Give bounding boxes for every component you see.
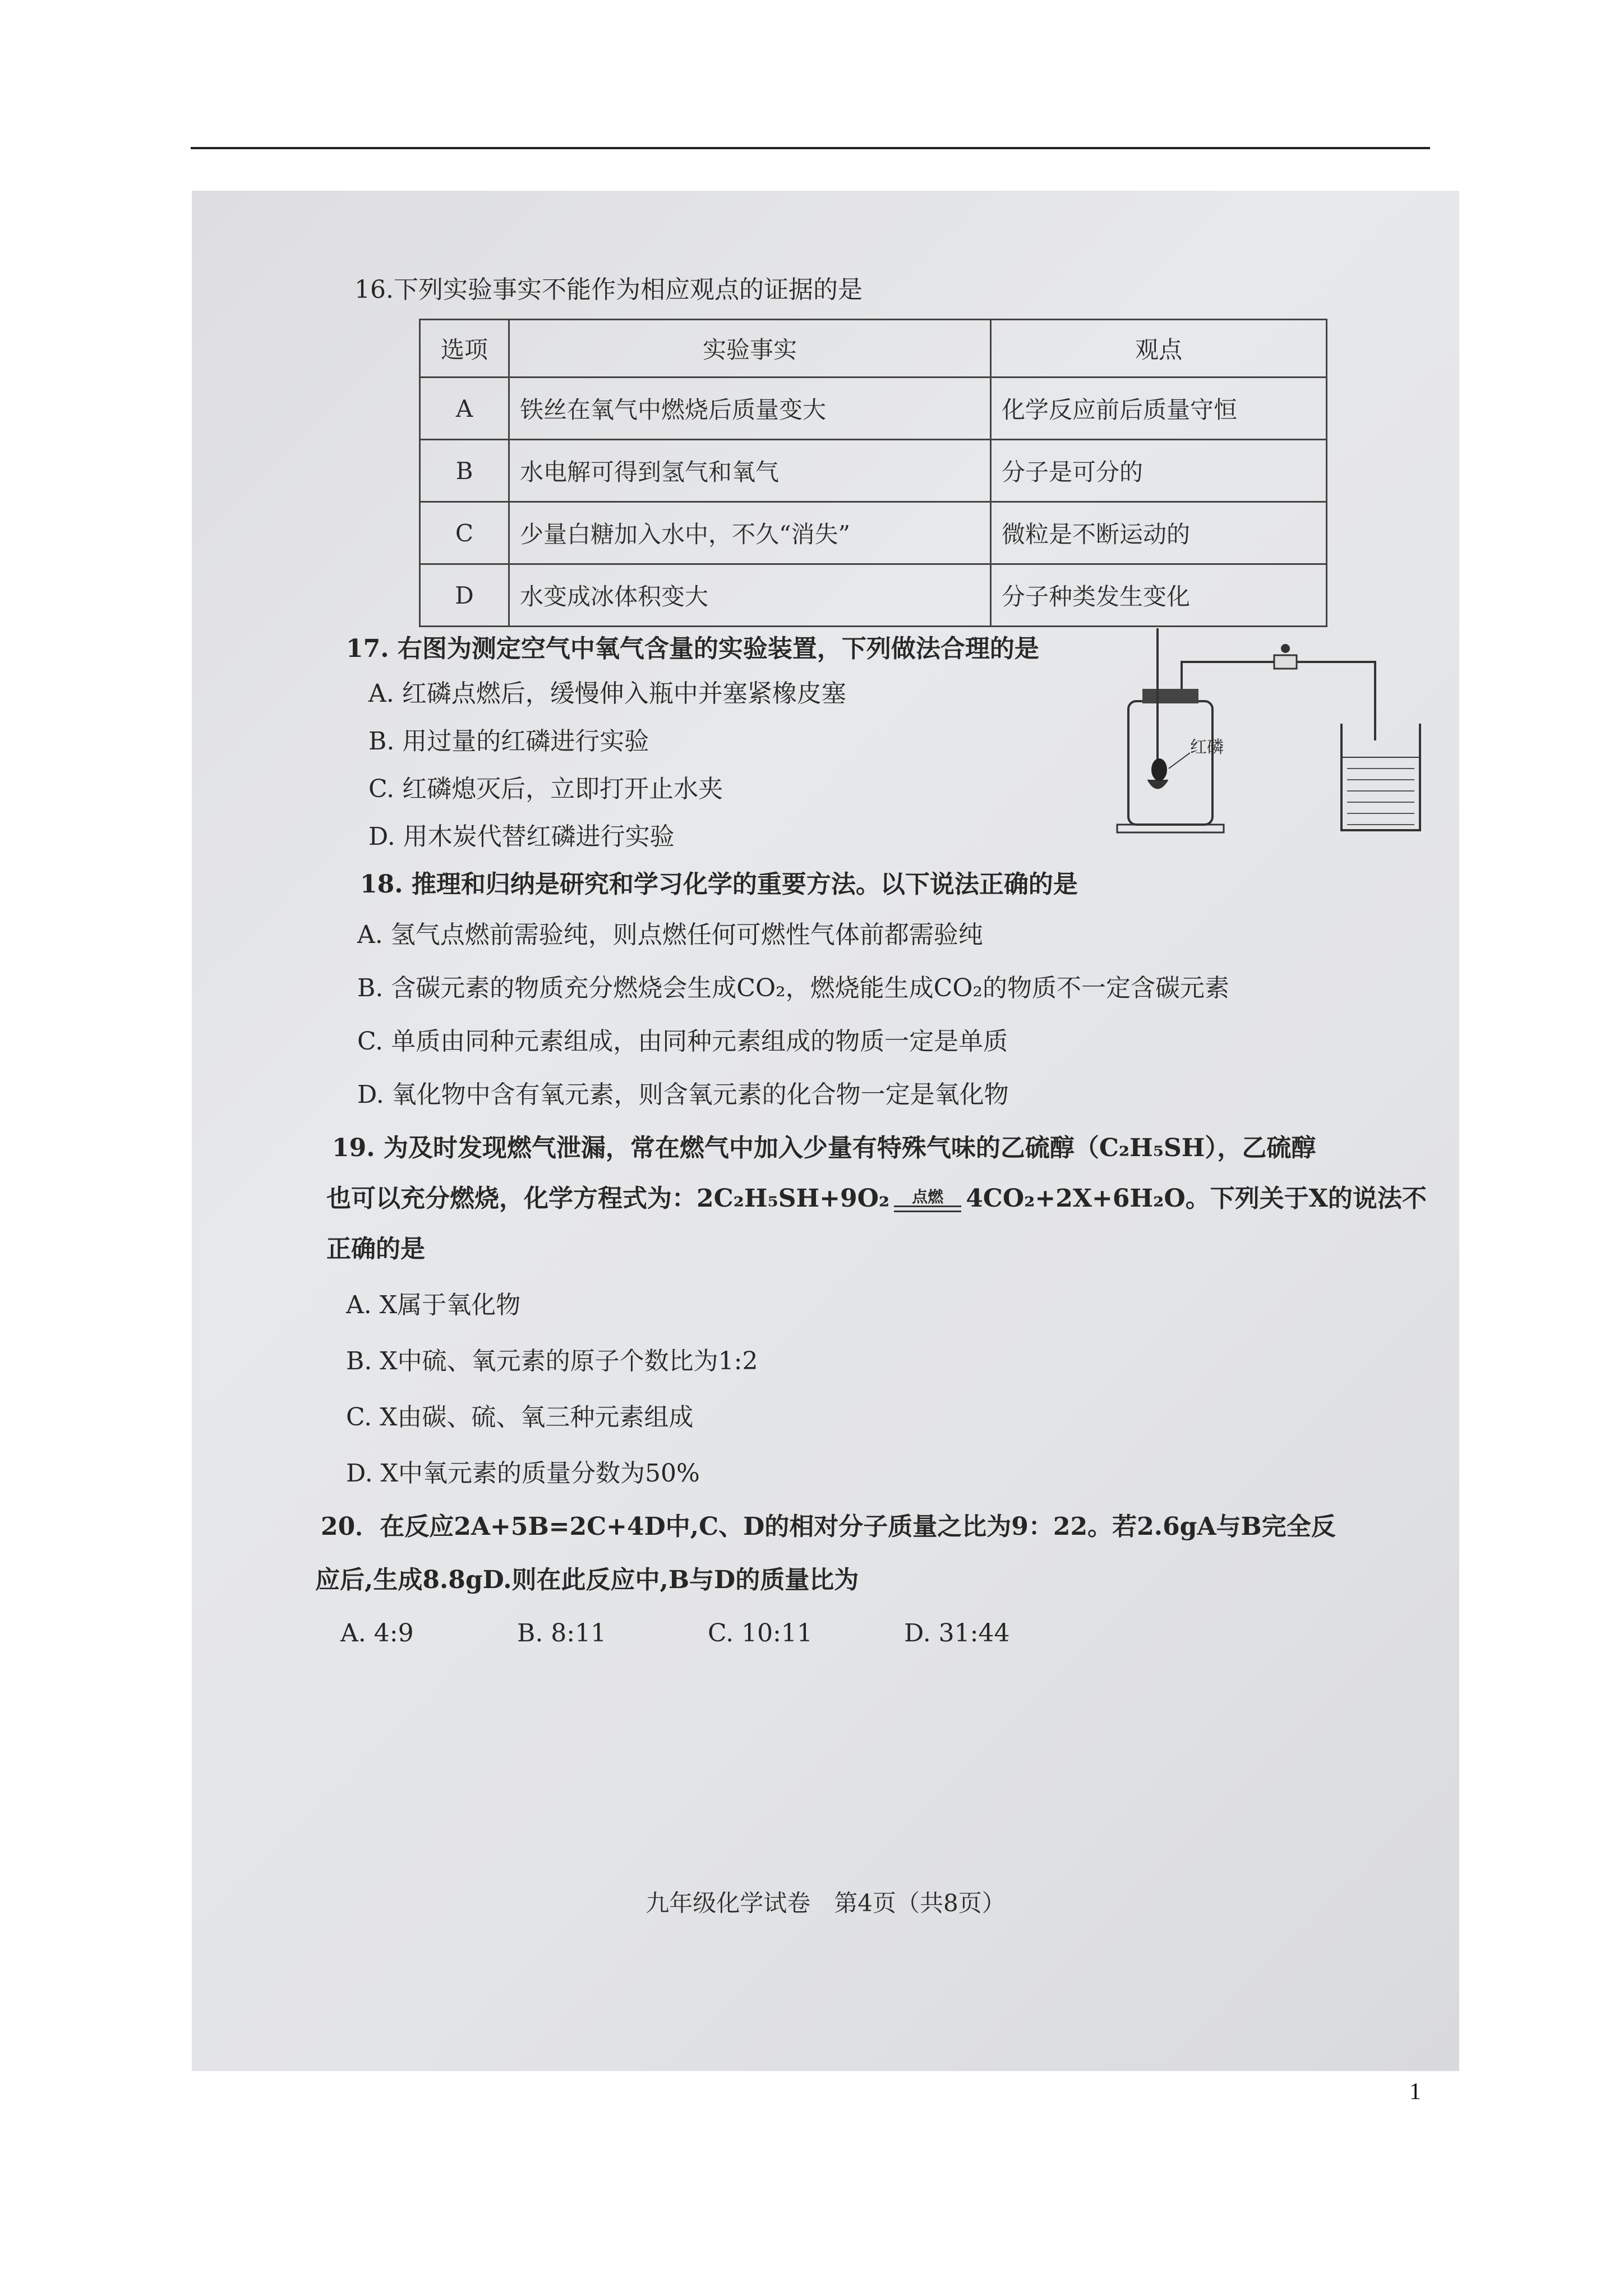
row-fact: 铁丝在氧气中燃烧后质量变大 — [509, 378, 991, 440]
q19-option-a: A. X属于氧化物 — [346, 1291, 521, 1319]
q19-option-b: B. X中硫、氧元素的原子个数比为1:2 — [346, 1347, 758, 1375]
row-option: B — [420, 440, 509, 502]
q18-option-a: A. 氢气点燃前需验纯，则点燃任何可燃性气体前都需验纯 — [357, 921, 983, 949]
q16-stem: 16.下列实验事实不能作为相应观点的证据的是 — [354, 275, 863, 304]
exam-photo — [192, 191, 1459, 2071]
row-option: D — [420, 564, 509, 627]
row-fact: 少量白糖加入水中，不久“消失” — [509, 502, 991, 564]
q19-option-d: D. X中氧元素的质量分数为50% — [346, 1459, 700, 1488]
equation-double-line — [894, 1205, 961, 1212]
header-option: 选项 — [420, 320, 509, 378]
row-view: 微粒是不断运动的 — [991, 502, 1327, 564]
q20-line1: 20．在反应2A+5B=2C+4D中,C、D的相对分子质量之比为9：22。若2.6gA与B完全反 — [321, 1512, 1336, 1541]
equation-products: 4CO₂+2X+6H₂O。下列关于X的说法不 — [966, 1184, 1427, 1213]
table-row — [420, 378, 1327, 440]
q18-stem: 18. 推理和归纳是研究和学习化学的重要方法。以下说法正确的是 — [360, 870, 1078, 899]
page-footer: 九年级化学试卷 第4页（共8页） — [645, 1889, 1006, 1917]
q17-option-a: A. 红磷点燃后，缓慢伸入瓶中并塞紧橡皮塞 — [368, 679, 846, 708]
table-header-row — [420, 320, 1327, 378]
q18-option-c: C. 单质由同种元素组成，由同种元素组成的物质一定是单质 — [357, 1027, 1008, 1056]
q20-option-a: A. 4:9 — [340, 1619, 414, 1648]
equation-condition: 点燃 — [912, 1187, 944, 1206]
row-option: A — [420, 378, 509, 440]
row-view: 分子是可分的 — [991, 440, 1327, 502]
figure-label-red-phosphorus: 红磷 — [1190, 738, 1224, 757]
oxygen-apparatus-figure — [1106, 628, 1431, 847]
header-rule — [191, 147, 1430, 149]
header-fact: 实验事实 — [509, 320, 991, 378]
row-view: 化学反应前后质量守恒 — [991, 378, 1327, 440]
table-row — [420, 564, 1327, 627]
row-fact: 水电解可得到氢气和氧气 — [509, 440, 991, 502]
q17-stem: 17. 右图为测定空气中氧气含量的实验装置，下列做法合理的是 — [346, 634, 1039, 663]
q20-option-d: D. 31:44 — [904, 1619, 1010, 1648]
equation-arrow — [894, 1189, 961, 1212]
table-row — [420, 440, 1327, 502]
q19-line2 — [326, 1184, 1427, 1214]
q18-option-d: D. 氧化物中含有氧元素，则含氧元素的化合物一定是氧化物 — [357, 1080, 1009, 1109]
q19-option-c: C. X由碳、硫、氧三种元素组成 — [346, 1403, 694, 1432]
header-view: 观点 — [991, 320, 1327, 378]
q17-option-c: C. 红磷熄灭后，立即打开止水夹 — [368, 775, 723, 803]
q17-option-b: B. 用过量的红磷进行实验 — [368, 727, 649, 756]
q20-option-c: C. 10:11 — [708, 1619, 813, 1648]
page-number: 1 — [1409, 2079, 1421, 2105]
q16-table — [419, 319, 1327, 627]
q17-option-d: D. 用木炭代替红磷进行实验 — [368, 822, 675, 851]
q20-option-b: B. 8:11 — [517, 1619, 607, 1648]
table-row — [420, 502, 1327, 564]
q19-line1: 19. 为及时发现燃气泄漏，常在燃气中加入少量有特殊气味的乙硫醇（C₂H₅SH），乙硫醇 — [332, 1134, 1316, 1162]
q19-line3: 正确的是 — [326, 1235, 425, 1263]
q18-option-b: B. 含碳元素的物质充分燃烧会生成CO₂，燃烧能生成CO₂的物质不一定含碳元素 — [357, 974, 1230, 1002]
row-option: C — [420, 502, 509, 564]
row-view: 分子种类发生变化 — [991, 564, 1327, 627]
equation-reactants: 也可以充分燃烧，化学方程式为：2C₂H₅SH+9O₂ — [326, 1184, 890, 1213]
row-fact: 水变成冰体积变大 — [509, 564, 991, 627]
q20-line2: 应后,生成8.8gD.则在此反应中,B与D的质量比为 — [315, 1566, 859, 1594]
